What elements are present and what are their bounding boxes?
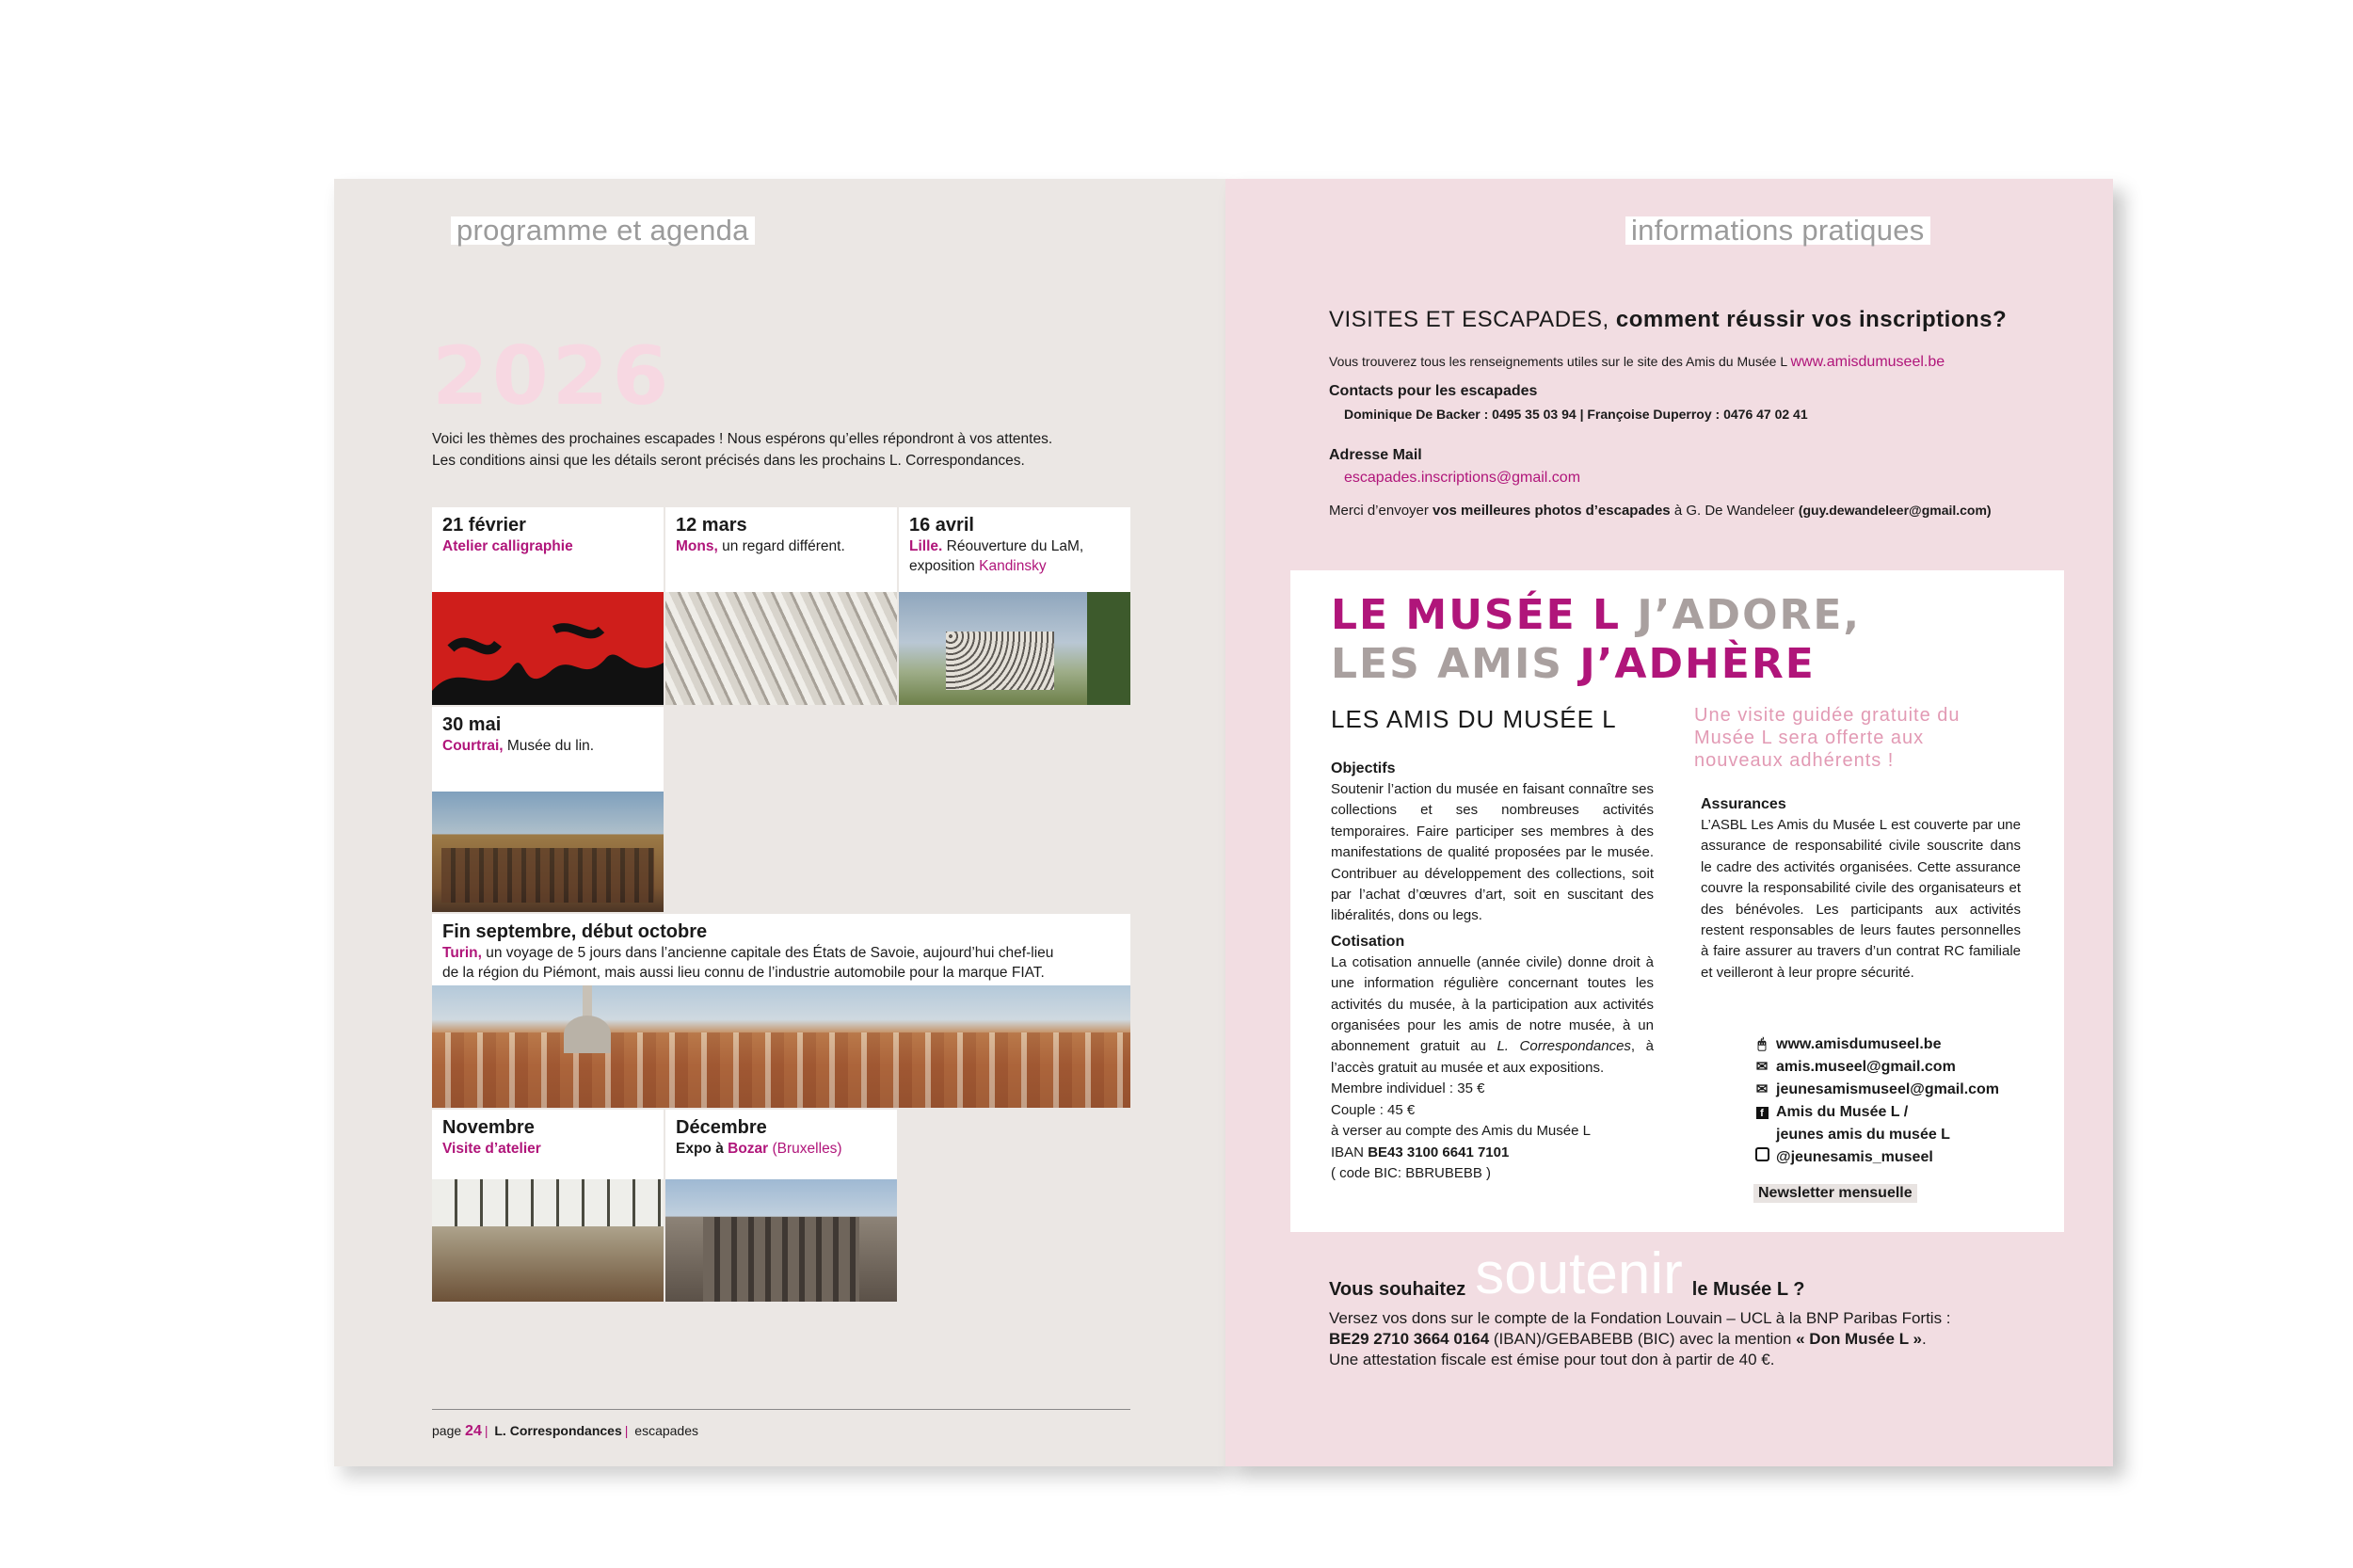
soutenir-post: le Musée L ? (1691, 1279, 1805, 1300)
event-date: 16 avril (909, 515, 974, 536)
contact-email-2[interactable] (1753, 1079, 1999, 1101)
photo-mons (665, 592, 897, 705)
publication-name: L. Correspondances (494, 1423, 622, 1438)
facebook-text-2: jeunes amis du musée L (1776, 1127, 1950, 1143)
contact-email-1[interactable] (1753, 1056, 1999, 1079)
site-link[interactable]: www.amisdumuseel.be (1790, 354, 1945, 370)
soutenir-line (1329, 1241, 1805, 1306)
slogan-part-c: LES AMIS (1331, 640, 1563, 688)
event-card-mai (432, 707, 664, 792)
mouse-icon: 🖱 (1757, 1036, 1767, 1052)
dons-line-2a: (IBAN)/GEBABEBB (BIC) avec la mention (1489, 1330, 1797, 1348)
mole-dome (564, 1016, 611, 1053)
section-tag-programme: programme et agenda (451, 216, 755, 245)
event-card-turin (432, 914, 1130, 985)
event-date: Décembre (676, 1117, 767, 1138)
slogan-part-a: LE MUSÉE L (1331, 591, 1622, 639)
facade (703, 1217, 859, 1302)
instagram-icon (1753, 1146, 1770, 1169)
objectifs-title: Objectifs (1331, 760, 1396, 776)
contact-list (1753, 1033, 1999, 1169)
box-subtitle: LES AMIS DU MUSÉE L (1331, 705, 1617, 733)
envelope-icon: ✉ (1755, 1059, 1769, 1075)
mail-address[interactable]: escapades.inscriptions@gmail.com (1344, 470, 1581, 486)
col-right (1701, 794, 2021, 984)
intro-line-1: Voici les thèmes des prochaines escapades ! Nous espérons qu’elles répondront à vos attentes. (432, 431, 1053, 447)
dons-iban: BE29 2710 3664 0164 (1329, 1330, 1490, 1348)
tree-shape (1087, 592, 1130, 705)
cotisation-text-b: , à l’accès gratuit au musée et aux expositions. (1331, 1038, 1654, 1076)
contact-facebook[interactable] (1753, 1101, 1999, 1146)
event-date: Fin septembre, début octobre (442, 921, 708, 942)
facebook-text-1: Amis du Musée L / (1776, 1104, 1909, 1120)
windows (432, 1179, 664, 1226)
newsletter-badge: Newsletter mensuelle (1753, 1184, 1917, 1203)
cotisation-text (1331, 952, 1654, 1079)
contact-email-2-text: jeunesamismuseel@gmail.com (1776, 1081, 2000, 1097)
envelope-icon: ✉ (1755, 1081, 1769, 1097)
event-date: 30 mai (442, 714, 502, 735)
photo-courtrai (432, 792, 664, 912)
cotisation-text-a: La cotisation annuelle (année civile) donne droit à une information régulière concernant toutes les activités du musée, à la participation aux activités organisées pour les amis de notre musée, à un abonnement gratuit au (1331, 953, 1654, 1055)
event-highlight: Lille. (909, 538, 943, 554)
event-text-2: exposition (909, 558, 980, 574)
dons-line-2b: . (1921, 1330, 1927, 1348)
page-footer: page 24 | L. Correspondances | escapades (432, 1423, 698, 1439)
photos-email: (guy.dewandeleer@gmail.com) (1798, 503, 1992, 518)
event-highlight: Courtrai, (442, 738, 504, 754)
event-card-decembre (665, 1110, 897, 1179)
mail-title: Adresse Mail (1329, 447, 1422, 463)
verser-text: à verser au compte des Amis du Musée L (1331, 1123, 1591, 1140)
dons-mention: « Don Musée L » (1796, 1330, 1922, 1348)
heading-normal: VISITES ET ESCAPADES, (1329, 307, 1609, 332)
dons-text (1329, 1308, 1951, 1370)
slogan-part-b: J’ADORE, (1621, 591, 1862, 639)
building-arches (441, 848, 654, 903)
heading-bold: comment réussir vos inscriptions? (1609, 307, 2008, 332)
photo-calligraphie (432, 592, 664, 705)
event-highlight: Bozar (728, 1141, 769, 1157)
dons-line-1: Versez vos dons sur le compte de la Fondation Louvain – UCL à la BNP Paribas Fortis : (1329, 1309, 1951, 1327)
photos-line (1329, 501, 1992, 520)
building-shape (946, 632, 1054, 690)
right-page (1225, 179, 2113, 1466)
col-left (1331, 759, 1654, 1184)
photo-atelier (432, 1179, 664, 1302)
photos-bold: vos meilleures photos d’escapades (1433, 503, 1671, 519)
event-highlight: Mons, (676, 538, 718, 554)
dons-line-3: Une attestation fiscale est émise pour tout don à partir de 40 €. (1329, 1351, 1775, 1368)
cotisation-title: Cotisation (1331, 933, 1405, 950)
section-name: escapades (634, 1423, 698, 1438)
section-tag-informations: informations pratiques (1625, 216, 1930, 245)
event-highlight: Turin, (442, 945, 482, 961)
calligraphy-image (432, 592, 664, 705)
event-text: un voyage de 5 jours dans l’ancienne capitale des États de Savoie, aujourd’hui chef-lieu (481, 945, 1054, 961)
assurances-text: L’ASBL Les Amis du Musée L est couverte par une assurance de responsabilité civile souscrite dans le cadre des activités organisées. Cette assurance couvre la responsabilité civile des organisateurs et des bénévoles. Les participants aux activités restent responsables de leurs fautes personnelles à faire assurer au travers d’un contrat RC familiale et veilleront à leur propre sécurité. (1701, 817, 2021, 981)
event-date: Novembre (442, 1117, 535, 1138)
intro-line-2: Les conditions ainsi que les détails seront précisés dans les prochains L. Correspondances. (432, 453, 1025, 469)
site-line (1329, 352, 1945, 372)
event-card-avril (899, 507, 1130, 592)
intro-text (432, 428, 1147, 472)
event-highlight: Visite d’atelier (442, 1141, 541, 1157)
site-text: Vous trouverez tous les renseignements utiles sur le site des Amis du Musée L (1329, 354, 1791, 369)
cotisation-italic: L. Correspondances (1497, 1038, 1631, 1055)
event-text: Réouverture du LaM, (942, 538, 1084, 554)
event-text: Expo à (676, 1141, 728, 1157)
event-highlight: Atelier calligraphie (442, 538, 573, 554)
event-text: Musée du lin. (503, 738, 595, 754)
page-number: 24 (465, 1423, 482, 1439)
rooftops (432, 1032, 1130, 1108)
amis-box (1290, 570, 2064, 1232)
instagram-text: @jeunesamis_museel (1776, 1149, 1933, 1165)
contact-web[interactable] (1753, 1033, 1999, 1056)
footer-rule (432, 1409, 1130, 1410)
event-card-fevrier (432, 507, 664, 592)
iban-label: IBAN (1331, 1144, 1369, 1160)
assurances-title: Assurances (1701, 796, 1786, 812)
page-label: page (432, 1423, 462, 1438)
promo-text: Une visite guidée gratuite du Musée L sera offerte aux nouveaux adhérents ! (1694, 705, 1961, 771)
event-card-novembre (432, 1110, 664, 1179)
contacts-title: Contacts pour les escapades (1329, 383, 1538, 399)
photo-turin (432, 985, 1130, 1108)
photos-post: à G. De Wandeleer (1670, 503, 1799, 519)
photo-bozar (665, 1179, 897, 1302)
facebook-icon: f (1753, 1101, 1770, 1124)
slogan-part-d: J’ADHÈRE (1563, 640, 1816, 688)
event-date: 12 mars (676, 515, 747, 536)
event-text: un regard différent. (717, 538, 845, 554)
event-text-2: (Bruxelles) (768, 1141, 842, 1157)
photos-pre: Merci d’envoyer (1329, 503, 1433, 519)
bic-value: ( code BIC: BBRUBEBB ) (1331, 1164, 1492, 1181)
soutenir-big: soutenir (1475, 1241, 1683, 1306)
membre-price: Membre individuel : 35 € (1331, 1080, 1485, 1097)
event-highlight-2: Kandinsky (979, 558, 1047, 574)
photo-lille (899, 592, 1130, 705)
soutenir-pre: Vous souhaitez (1329, 1279, 1466, 1300)
left-page (334, 179, 1225, 1466)
contact-instagram[interactable] (1753, 1146, 1999, 1169)
contact-web-text: www.amisdumuseel.be (1776, 1036, 1942, 1052)
event-text-2: de la région du Piémont, mais aussi lieu connu de l’industrie automobile pour la marque FIAT. (442, 965, 1045, 981)
iban-value: BE43 3100 6641 7101 (1368, 1144, 1510, 1160)
objectifs-text: Soutenir l’action du musée en faisant connaître ses collections et ses nombreuses activités temporaires. Faire participer ses membres à des manifestations de qualité proposées par le musée. Contribuer au développement des collections, soit par l’achat d’œuvres d’art, soit en suscitant des libéralités, dons ou legs. (1331, 781, 1654, 924)
contacts-text: Dominique De Backer : 0495 35 03 94 | Françoise Duperroy : 0476 47 02 41 (1344, 407, 1808, 422)
year-heading: 2026 (432, 329, 673, 424)
slogan (1331, 591, 1861, 689)
event-card-mars (665, 507, 897, 592)
couple-price: Couple : 45 € (1331, 1101, 1416, 1118)
visites-heading (1329, 307, 2007, 333)
contact-email-1-text: amis.museel@gmail.com (1776, 1059, 1956, 1075)
event-date: 21 février (442, 515, 526, 536)
